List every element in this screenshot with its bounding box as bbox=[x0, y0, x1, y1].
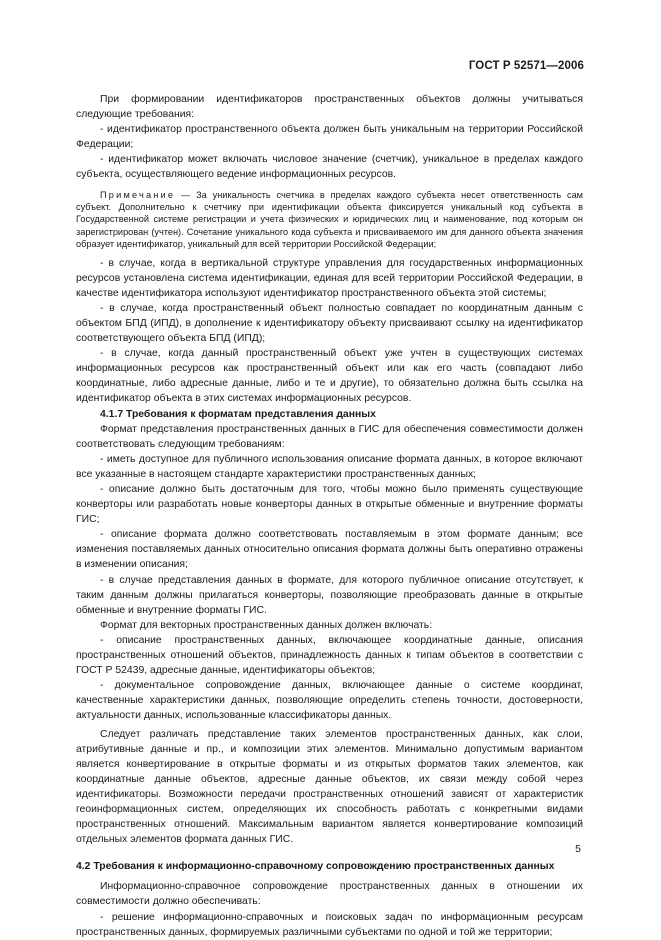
list-item: - описание пространственных данных, включающее координатные данные, описания пространственных отношений объектов, принадлежность данных к типам объектов в соответствии с ГОСТ Р 52439, адресные данные, идентификаторы объектов; bbox=[76, 634, 583, 677]
list-item: - идентификатор пространственного объекта должен быть уникальным на территории Российской Федерации; bbox=[76, 124, 583, 151]
list-item: - в случае представления данных в формате, для которого публичное описание отсутствует, к таким данным должны прилагаться конверторы, позволяющие преобразовать данные в открытые обменные и внутренние форматы ГИС. bbox=[76, 574, 583, 616]
paragraph: Следует различать представление таких элементов пространственных данных, как слои, атрибутивные данные и пр., и композиции этих элементов. Минимально допустимым вариантом является конвертирование в открытые форматы и из открытых форматов таких элементов, как координатные данные объектов, адресные данные объектов, их связи между собой через идентификаторы. Возможности передачи пространственных отношений зависят от характеристик геоинформационных систем, определяющих их способность работать с конкретными видами пространственных отношений. Максимальным вариантом является конвертирование композиций отдельных элементов формата данных ГИС. bbox=[76, 728, 583, 846]
list-item: - иметь доступное для публичного использования описание формата данных, в которое включают все указанные в настоящем стандарте характеристики пространственных данных; bbox=[76, 453, 583, 480]
list-item: - в случае, когда пространственный объект полностью совпадает по координатным данным с объектом БПД (ИПД), в дополнение к идентификатору объекту присваивают ссылку на идентификатор соответствующего объекта БПД (ИПД); bbox=[76, 302, 583, 345]
section-heading-4-2 bbox=[76, 859, 583, 874]
page-number: 5 bbox=[575, 843, 581, 855]
note-text: — За уникальность счетчика в пределах каждого субъекта несет ответственность сам субъект. Дополнительно к счетчику при идентификации объекта фиксируется уникальный код субъекта в Государственной системе регистрации и учета физических и юридических лиц и наименование, под которым он зарегистрирован (учтен). Сочетание уникального кода субъекта и присваиваемого им для данного объекта значения образует идентификатор, уникальный для всей территории Российской Федерации; bbox=[76, 189, 583, 250]
note-label: Примечание bbox=[100, 189, 176, 200]
list-item: - решение информационно-справочных и поисковых задач по информационным ресурсам пространственных данных, формируемых различными субъектами по одной и той же территории; bbox=[76, 911, 583, 938]
list-item: - документальное сопровождение данных, включающее данные о системе координат, качественные характеристики данных, позволяющие определить степень точности, достоверности, актуальности данных, использованные классификаторы данных. bbox=[76, 680, 583, 722]
list-item: - описание должно быть достаточным для того, чтобы можно было применять существующие конверторы или разработать новые конверторы данных в открытые обменные и внутренние форматы ГИС; bbox=[76, 484, 583, 526]
standard-header: ГОСТ Р 52571—2006 bbox=[468, 60, 584, 72]
paragraph: При формировании идентификаторов пространственных объектов должны учитываться следующие требования: bbox=[76, 94, 583, 121]
paragraph: Формат представления пространственных данных в ГИС для обеспечения совместимости должен соответствовать следующим требованиям: bbox=[76, 423, 583, 450]
list-item: - описание формата должно соответствовать поставляемым в этом формате данным; все изменения поставляемых данных относительно описания формата должны быть оперативно отражены в изменении описания; bbox=[76, 529, 583, 571]
note bbox=[76, 189, 583, 251]
paragraph: Информационно-справочное сопровождение пространственных данных в отношении их совместимости должно обеспечивать: bbox=[76, 881, 583, 908]
section-heading-4-2-text: 4.2 Требования к информационно-справочному сопровождению пространственных данных bbox=[76, 861, 555, 873]
list-item: - в случае, когда в вертикальной структуре управления для государственных информационных ресурсов установлена система идентификации, единая для всей территории Российской Федерации, в качестве идентификатора используют идентификатор пространственного объекта этой системы; bbox=[76, 257, 583, 299]
list-item: - идентификатор может включать числовое значение (счетчик), уникальное в пределах каждого субъекта, осуществляющего ведение информационных ресурсов. bbox=[76, 154, 583, 181]
section-heading-4-1-7: 4.1.7 Требования к форматам представления данных bbox=[100, 408, 376, 420]
list-item: - в случае, когда данный пространственный объект уже учтен в существующих системах информационных ресурсов как пространственный объект или как его часть (совпадают либо координатные, либо адресные данные, либо и те и другие), то обязательно должна быть ссылка на идентификатор объекта в этих системах информационных ресурсов. bbox=[76, 348, 583, 405]
paragraph: Формат для векторных пространственных данных должен включать: bbox=[100, 619, 433, 631]
document-body bbox=[76, 92, 583, 940]
